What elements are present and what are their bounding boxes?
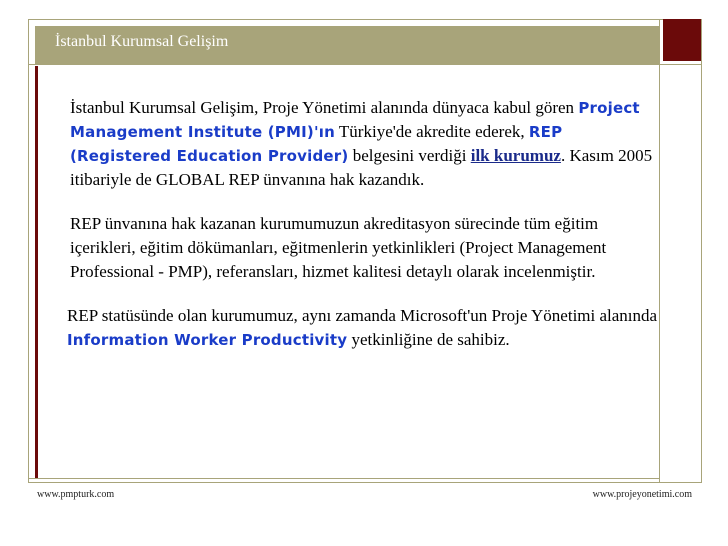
paragraph-review: REP ünvanına hak kazanan kurumumuzun akreditasyon sürecinde tüm eğitim içerikleri, eğitim dökümanları, eğitmenlerin yetkinlikleri (Project Management Professional - PMP), referansları, hizmet kalitesi detaylı olarak incelenmiştir. bbox=[70, 214, 607, 281]
p1-text-4: . Kasım 2005 itibariyle de GLOBAL REP ünvanına hak kazandık. bbox=[70, 146, 653, 189]
left-accent-bar bbox=[35, 66, 38, 478]
footer-left-url: www.pmpturk.com bbox=[37, 489, 115, 500]
footer-right-url: www.projeyonetimi.com bbox=[592, 489, 692, 500]
p1-text-3: belgesini verdiği bbox=[348, 146, 471, 165]
paragraph-accreditation bbox=[70, 96, 660, 192]
first-institution-link[interactable]: ilk kurumuz bbox=[470, 146, 561, 165]
bottom-rule bbox=[28, 478, 659, 479]
frame-divider-horizontal bbox=[28, 64, 702, 65]
slide-body bbox=[67, 96, 660, 372]
p1-text-2: Türkiye'de akredite ederek, bbox=[334, 122, 529, 141]
rep-link[interactable]: REP (Registered Education Provider) bbox=[70, 123, 563, 165]
slide-title: İstanbul Kurumsal Gelişim bbox=[55, 33, 229, 50]
title-accent-square bbox=[663, 19, 701, 61]
p1-text-1: İstanbul Kurumsal Gelişim, Proje Yönetimi alanında dünyaca kabul gören bbox=[70, 98, 579, 117]
p3-text-2: yetkinliğine de sahibiz. bbox=[347, 330, 510, 349]
paragraph-microsoft bbox=[67, 304, 660, 352]
iwp-link[interactable]: Information Worker Productivity bbox=[67, 331, 348, 349]
p3-text-1: REP statüsünde olan kurumumuz, aynı zamanda Microsoft'un Proje Yönetimi alanında bbox=[67, 306, 658, 325]
pmi-link[interactable]: Project Management Institute (PMI)'ın bbox=[70, 99, 640, 141]
